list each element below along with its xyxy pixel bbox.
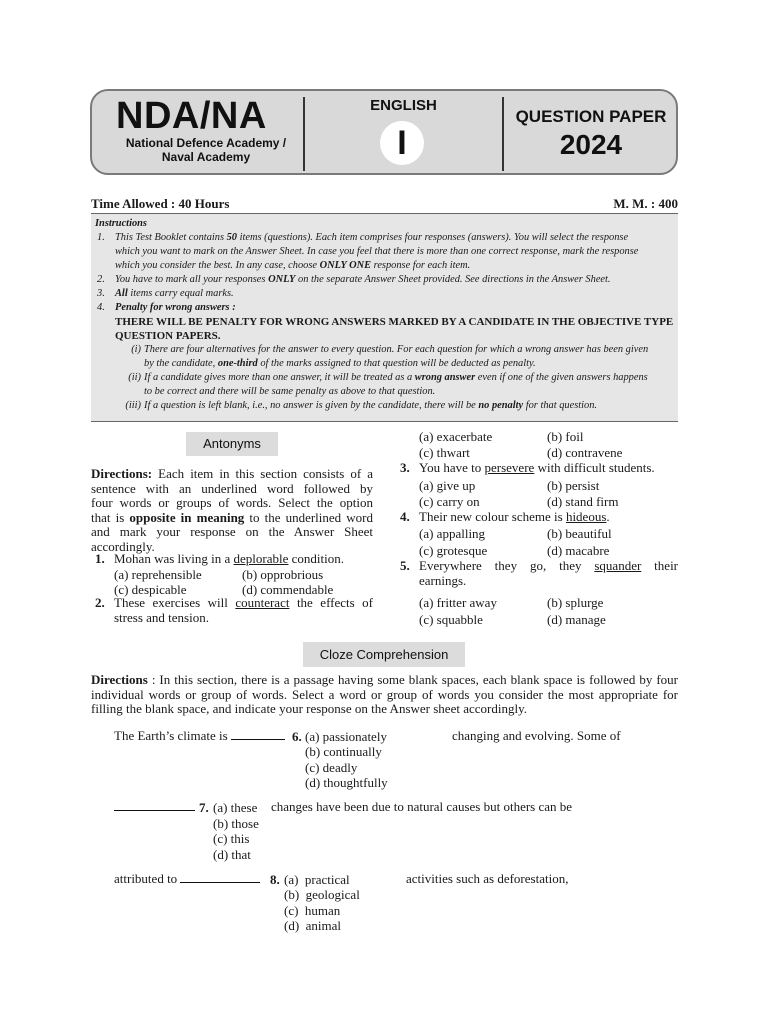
answer-option: (b) foil <box>547 429 584 444</box>
instructions-heading: Instructions <box>95 218 147 229</box>
question-number: 6. <box>292 729 302 744</box>
answer-option: (c) this <box>213 831 250 846</box>
passage-text: attributed to <box>114 872 260 887</box>
antonyms-directions: Directions: Each item in this section consists of a sentence with an underlined word followed by four words or groups of words. Select the option that is opposite in meaning to the underlined word and mark your response on the Answer Sheet accordingly. <box>91 466 373 554</box>
answer-option: (b) opprobrious <box>242 567 324 582</box>
question-number: 1. <box>95 551 105 566</box>
answer-option: (c) thwart <box>419 445 470 460</box>
passage-text: changing and evolving. Some of <box>452 728 621 743</box>
underlined-word: deplorable <box>233 551 289 566</box>
section-title-cloze: Cloze Comprehension <box>303 642 465 667</box>
instruction-item: 2. You have to mark all your responses ONLY on the separate Answer Sheet provided. See directions in the Answer Sheet. <box>97 274 611 285</box>
blank-space <box>114 800 195 811</box>
passage-text: changes have been due to natural causes but others can be <box>271 799 573 814</box>
answer-option: (d) animal <box>284 918 342 933</box>
section-title-antonyms: Antonyms <box>186 432 278 456</box>
paper-number-badge: I <box>380 121 424 165</box>
penalty-rule: (ii) If a candidate gives more than one answer, it will be treated as a wrong answer even if one of the given answers happens to be correct and there will be same penalty as above to that question. <box>128 372 648 397</box>
time-allowed: Time Allowed : 40 Hours <box>91 196 230 211</box>
question-stem: Their new colour scheme is hideous. <box>419 509 610 524</box>
instruction-item: 1. This Test Booklet contains 50 items (questions). Each item comprises four responses (answers). You will select the response which you want to mark on the Answer Sheet. In case you feel that there is more than one correct response, mark the response which you consider the best. In any case, choose ONLY ONE response for each item. <box>97 232 639 271</box>
answer-option: (b) those <box>213 816 259 831</box>
answer-option: (b) splurge <box>547 595 604 610</box>
underlined-word: hideous <box>565 509 607 524</box>
answer-option: (d) stand firm <box>547 494 619 509</box>
answer-option: (c) carry on <box>419 494 480 509</box>
question-stem: Everywhere they go, they squander their earnings. <box>419 558 679 588</box>
question-number: 4. <box>400 509 410 524</box>
passage-text: The Earth’s climate is <box>114 729 285 744</box>
answer-option: (a) practical <box>284 872 350 887</box>
answer-option: (b) continually <box>305 744 382 759</box>
exam-info-row <box>91 196 678 212</box>
answer-option: (a) reprehensible <box>114 567 202 582</box>
underlined-word: persevere <box>484 460 535 475</box>
answer-option: (c) deadly <box>305 760 358 775</box>
answer-option: (c) despicable <box>114 582 187 597</box>
brand-subtitle: National Defence Academy / Naval Academy <box>125 136 287 164</box>
answer-option: (a) give up <box>419 478 476 493</box>
penalty-warning: THERE WILL BE PENALTY FOR WRONG ANSWERS MARKED BY A CANDIDATE IN THE OBJECTIVE TYPE <box>115 316 674 328</box>
question-stem: Mohan was living in a deplorable condition. <box>114 551 344 566</box>
answer-option: (a) these <box>213 800 258 815</box>
instruction-item: 4. Penalty for wrong answers : <box>97 302 236 313</box>
answer-option: (d) contravene <box>547 445 623 460</box>
answer-option: (b) geological <box>284 887 360 902</box>
answer-option: (c) human <box>284 903 341 918</box>
answer-option: (d) that <box>213 847 251 862</box>
question-stem: These exercises will counteract the effects of stress and tension. <box>114 595 373 625</box>
header-banner <box>90 89 678 175</box>
underlined-word: squander <box>594 558 642 573</box>
answer-option: (b) beautiful <box>547 526 612 541</box>
answer-option: (d) macabre <box>547 543 610 558</box>
instruction-item: 3. All items carry equal marks. <box>97 288 234 299</box>
question-paper-label: QUESTION PAPER <box>515 107 667 126</box>
brand-title: NDA/NA <box>116 95 267 137</box>
penalty-rule: (i) There are four alternatives for the answer to every question. For each question for which a wrong answer has been given by the candidate, one-third of the marks assigned to that question will be deducted as penalty. <box>131 344 649 369</box>
question-number: 7. <box>199 800 209 815</box>
question-number: 2. <box>95 595 105 610</box>
subject-label: ENGLISH <box>370 97 437 114</box>
passage-text: activities such as deforestation, <box>406 871 569 886</box>
underlined-word: counteract <box>235 595 290 610</box>
answer-option: (b) persist <box>547 478 600 493</box>
max-marks: M. M. : 400 <box>613 196 678 211</box>
passage-text <box>114 800 195 815</box>
question-number: 3. <box>400 460 410 475</box>
answer-option: (c) grotesque <box>419 543 488 558</box>
answer-option: (d) commendable <box>242 582 334 597</box>
answer-option: (a) passionately <box>305 729 387 744</box>
answer-option: (a) appalling <box>419 526 486 541</box>
cloze-directions: Directions : In this section, there is a passage having some blank spaces, each blank space is followed by four individual words or group of words. Select a word or group of words you consider the most appropriate for filling the blank space, and indicate your response on the Answer sheet accordingly. <box>91 672 678 716</box>
instructions-box <box>91 213 678 422</box>
answer-option: (d) thoughtfully <box>305 775 388 790</box>
paper-year: 2024 <box>559 129 623 160</box>
penalty-rule: (iii) If a question is left blank, i.e., no answer is given by the candidate, there will be no penalty for that question. <box>125 400 598 411</box>
answer-option: (d) manage <box>547 612 606 627</box>
penalty-warning: QUESTION PAPERS. <box>115 330 221 342</box>
answer-option: (a) fritter away <box>419 595 497 610</box>
blank-space <box>180 872 260 883</box>
question-number: 8. <box>270 872 280 887</box>
question-number: 5. <box>400 558 410 573</box>
answer-option: (a) exacerbate <box>419 429 493 444</box>
answer-option: (c) squabble <box>419 612 483 627</box>
blank-space <box>231 729 285 740</box>
question-stem: You have to persevere with difficult students. <box>419 460 655 475</box>
